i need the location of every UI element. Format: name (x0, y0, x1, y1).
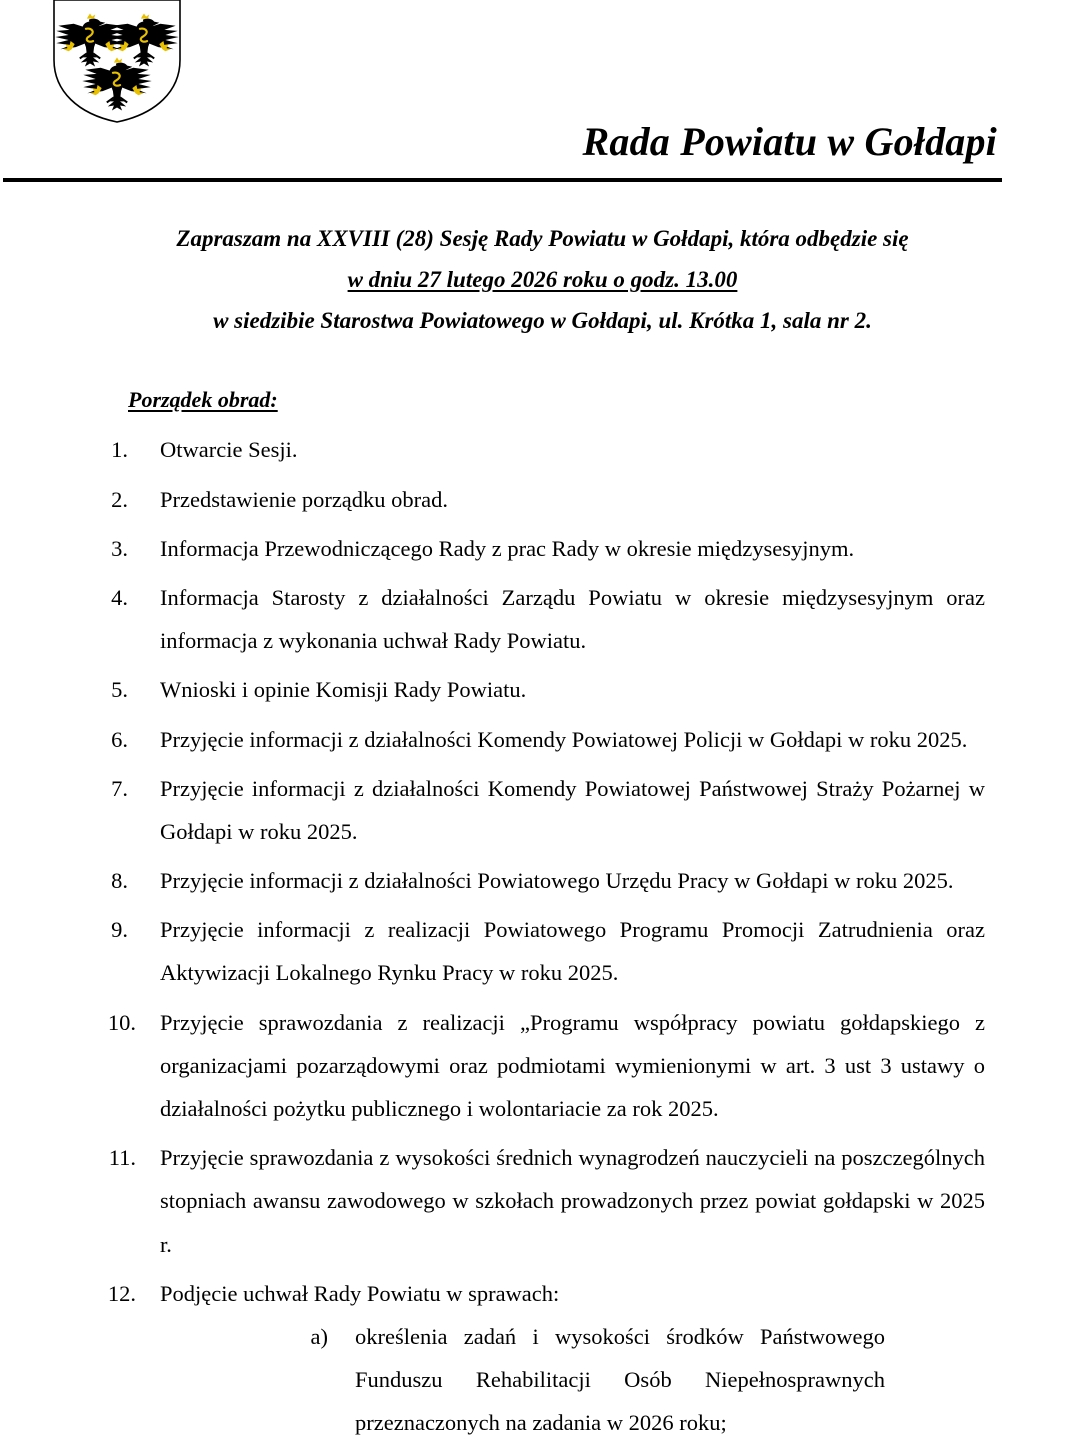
agenda-item-5-text: Wnioski i opinie Komisji Rady Powiatu. (160, 677, 527, 703)
agenda-item-1-text: Otwarcie Sesji. (160, 437, 298, 463)
agenda-item-3 (0, 527, 1085, 570)
agenda-item-1 (0, 428, 1085, 471)
agenda-list (0, 428, 1085, 1444)
invitation-block (0, 219, 1085, 342)
invitation-line-1: Zapraszam na XXVIII (28) Sesję Rady Powiatu w Gołdapi, która odbędzie się (176, 226, 909, 251)
header-divider (3, 178, 1002, 182)
agenda-item-9-text: Przyjęcie informacji z realizacji Powiatowego Programu Promocji Zatrudnienia oraz Aktywizacji Lokalnego Rynku Pracy w roku 2025. (160, 917, 985, 986)
agenda-heading (0, 386, 1085, 415)
agenda-item-3-text: Informacja Przewodniczącego Rady z prac Rady w okresie międzysesyjnym. (160, 535, 855, 561)
agenda-item-9-marker: 9. (111, 917, 128, 943)
agenda-item-7-marker: 7. (111, 775, 128, 801)
document-body (0, 219, 1085, 1445)
agenda-item-8-marker: 8. (111, 868, 128, 894)
agenda-item-10-text: Przyjęcie sprawozdania z realizacji „Programu współpracy powiatu gołdapskiego z organizacjami pozarządowymi oraz podmiotami wymienionymi w art. 3 ust 3 ustawy o działalności pożytku publicznego i wolontariacie za rok 2025. (160, 1009, 985, 1122)
agenda-item-4-text: Informacja Starosty z działalności Zarządu Powiatu w okresie międzysesyjnym oraz informacja z wykonania uchwał Rady Powiatu. (160, 584, 985, 654)
agenda-item-1-marker: 1. (111, 437, 128, 463)
agenda-item-4 (0, 576, 1085, 662)
agenda-item-6-marker: 6. (111, 726, 128, 752)
agenda-item-2-marker: 2. (111, 486, 128, 512)
agenda-item-4-marker: 4. (111, 584, 128, 610)
agenda-item-5-marker: 5. (111, 677, 128, 703)
document-header (0, 0, 1085, 195)
agenda-item-6-text: Przyjęcie informacji z działalności Komendy Powiatowej Policji w Gołdapi w roku 2025. (160, 726, 968, 752)
agenda-item-7-text: Przyjęcie informacji z działalności Komendy Powiatowej Państwowej Straży Pożarnej w Gołdapi w roku 2025. (160, 775, 985, 844)
agenda-item-12 (0, 1272, 1085, 1445)
agenda-item-2-text: Przedstawienie porządku obrad. (160, 486, 449, 512)
agenda-subitem-12a (160, 1315, 985, 1445)
page-title: Rada Powiatu w Gołdapi (582, 119, 997, 164)
invitation-line-3: w siedzibie Starostwa Powiatowego w Gołdapi, ul. Krótka 1, sala nr 2. (213, 307, 872, 333)
agenda-item-6 (0, 718, 1085, 761)
agenda-item-12-marker: 12. (107, 1280, 136, 1306)
agenda-item-3-marker: 3. (111, 535, 128, 561)
agenda-item-9 (0, 908, 1085, 994)
agenda-item-11-marker: 11. (108, 1145, 136, 1171)
agenda-item-5 (0, 668, 1085, 711)
agenda-sublist-12 (160, 1315, 985, 1445)
agenda-item-7 (0, 767, 1085, 853)
agenda-item-11-text: Przyjęcie sprawozdania z wysokości średnich wynagrodzeń nauczycieli na poszczególnych stopniach awansu zawodowego w szkołach prowadzonych przez powiat gołdapski w 2025 r. (160, 1145, 985, 1257)
agenda-heading-label: Porządek obrad: (128, 386, 278, 412)
agenda-item-2 (0, 478, 1085, 521)
invitation-line-2: w dniu 27 lutego 2026 roku o godz. 13.00 (347, 266, 738, 292)
agenda-item-12-text: Podjęcie uchwał Rady Powiatu w sprawach: (160, 1280, 560, 1306)
agenda-item-8 (0, 859, 1085, 902)
agenda-item-10-marker: 10. (107, 1009, 136, 1035)
agenda-item-8-text: Przyjęcie informacji z działalności Powiatowego Urzędu Pracy w Gołdapi w roku 2025. (160, 868, 954, 894)
agenda-subitem-12a-text: określenia zadań i wysokości środków Państwowego Funduszu Rehabilitacji Osób Niepełnosprawnych przeznaczonych na zadania w 2026 roku; (355, 1323, 885, 1436)
agenda-item-11 (0, 1136, 1085, 1266)
agenda-subitem-12a-marker: a) (310, 1323, 328, 1349)
agenda-item-10 (0, 1001, 1085, 1131)
coat-of-arms-icon (48, 0, 186, 124)
